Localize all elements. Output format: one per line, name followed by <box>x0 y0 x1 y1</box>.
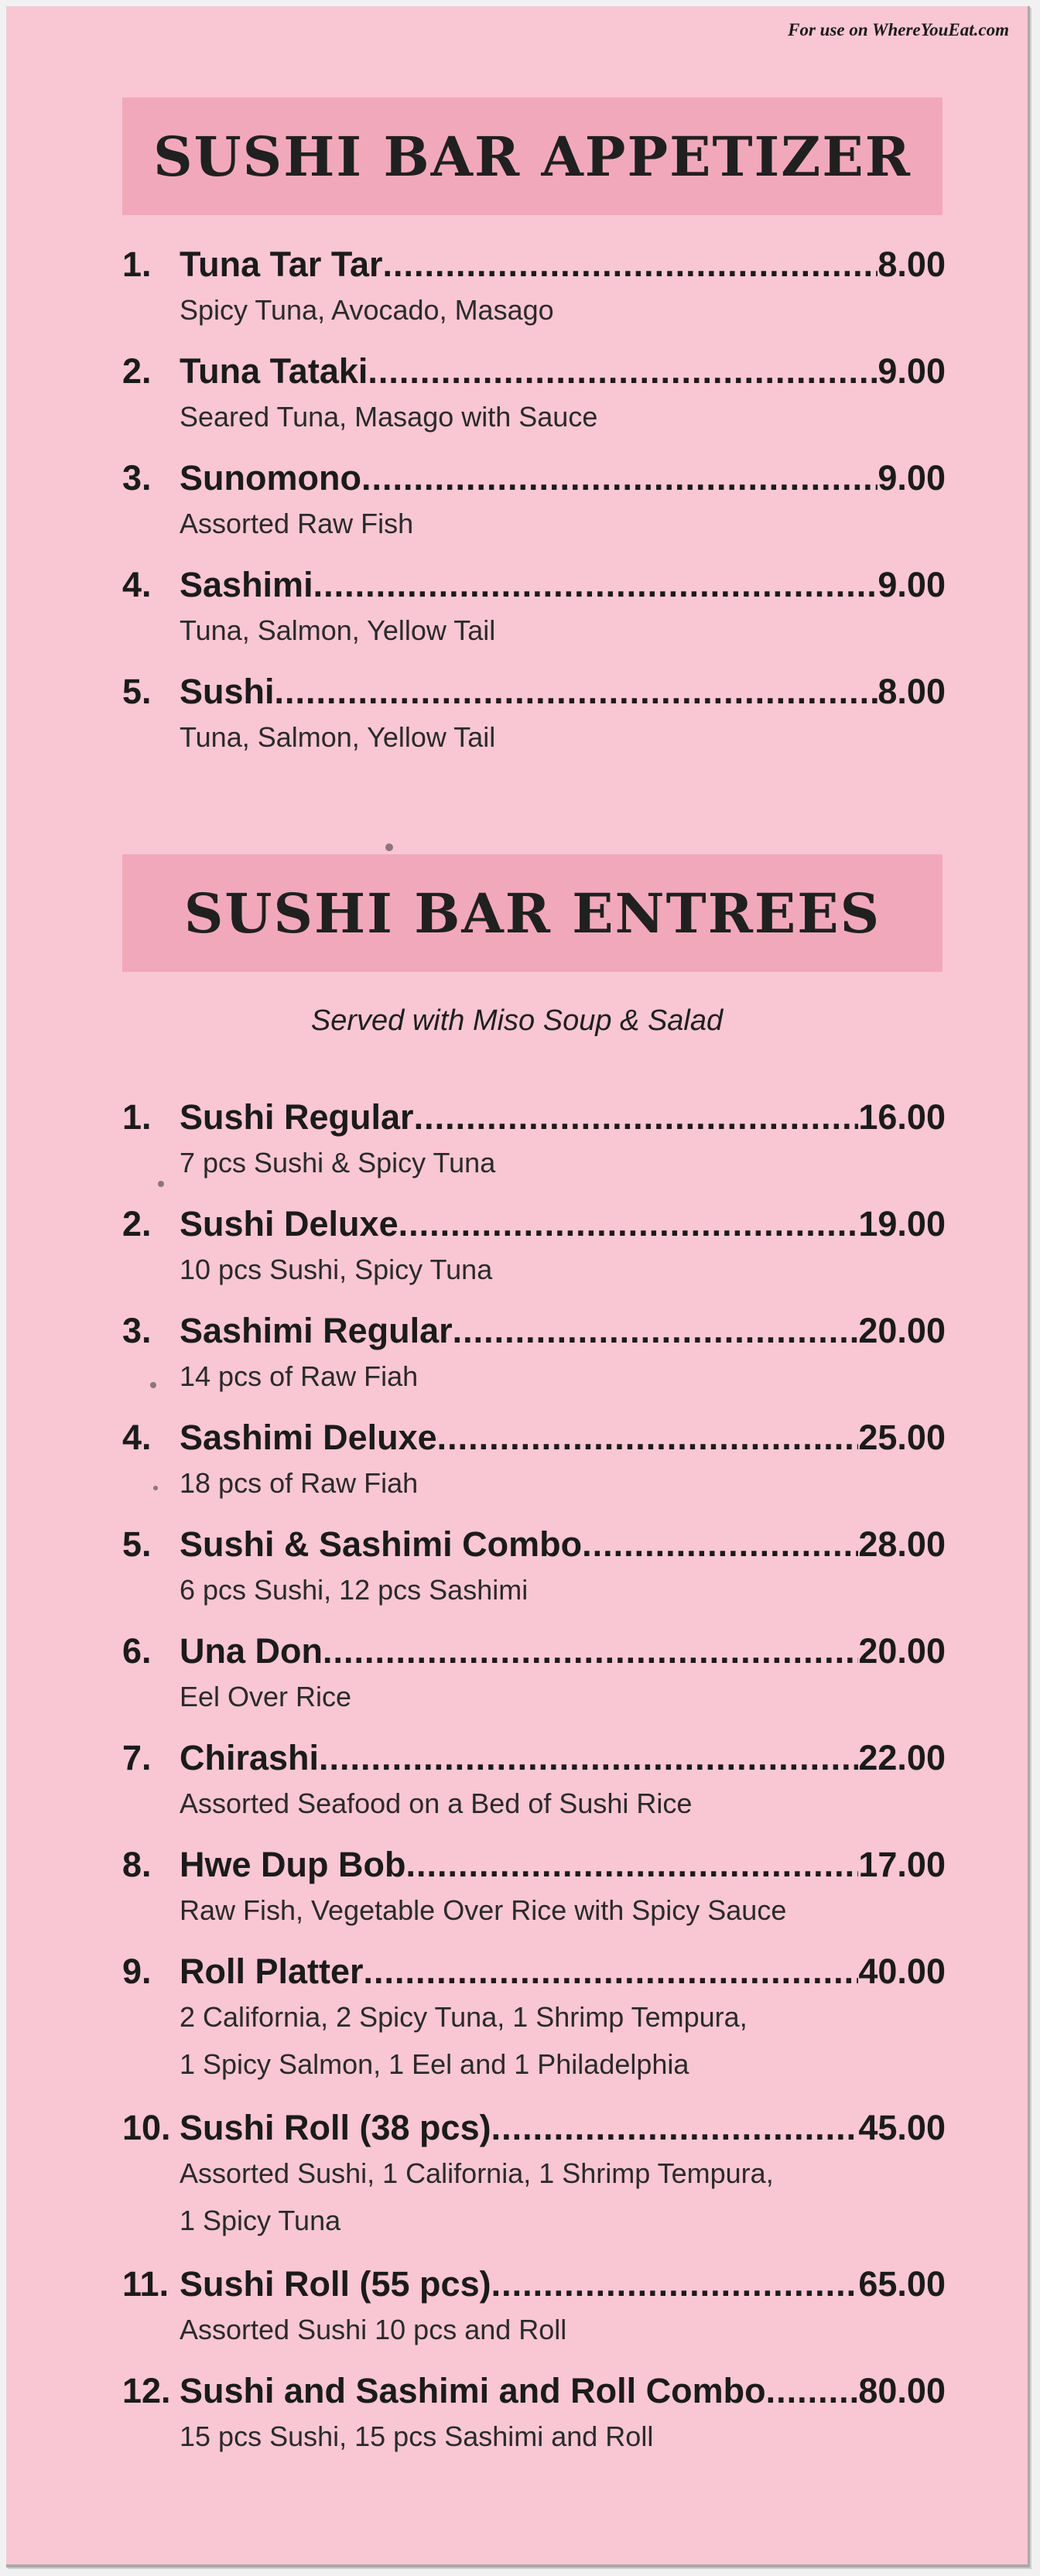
item-name: Roll Platter <box>180 1952 364 1991</box>
item-body <box>180 1630 946 1720</box>
entrees-title: SUSHI BAR ENTREES <box>183 881 881 946</box>
menu-item <box>122 1416 946 1523</box>
item-body <box>180 457 946 547</box>
item-name: Sashimi Deluxe <box>180 1418 437 1457</box>
item-name: Sushi Roll (55 pcs) <box>180 2264 491 2304</box>
item-line <box>180 1736 946 1780</box>
item-line <box>180 670 946 713</box>
item-price: 16.00 <box>858 1097 946 1137</box>
item-description: 6 pcs Sushi, 12 pcs Sashimi <box>180 1574 529 1606</box>
menu-item <box>122 1202 946 1309</box>
item-price: 25.00 <box>858 1418 946 1457</box>
item-body <box>180 1950 946 2089</box>
item-body <box>180 1843 946 1934</box>
item-body <box>180 1523 946 1613</box>
menu-item <box>122 1523 946 1630</box>
item-line <box>180 350 946 393</box>
item-body <box>180 1096 946 1186</box>
entrees-list <box>122 1096 946 2476</box>
leader-dots <box>491 2106 859 2150</box>
item-price: 65.00 <box>858 2264 946 2304</box>
item-number: 3. <box>122 458 152 498</box>
item-description: Seared Tuna, Masago with Sauce <box>180 401 598 433</box>
item-price: 9.00 <box>878 351 946 391</box>
leader-dots <box>275 670 878 713</box>
item-description: 15 pcs Sushi, 15 pcs Sashimi and Roll <box>180 2420 654 2453</box>
item-number: 12. <box>122 2371 171 2410</box>
menu-item <box>122 563 946 670</box>
leader-dots <box>437 1416 859 1459</box>
item-price: 20.00 <box>858 1631 946 1671</box>
menu-item <box>122 1950 946 2106</box>
item-price: 28.00 <box>858 1524 946 1564</box>
item-description: 18 pcs of Raw Fiah <box>180 1467 419 1500</box>
item-price: 20.00 <box>858 1311 946 1350</box>
item-price: 22.00 <box>858 1738 946 1777</box>
leader-dots <box>368 350 878 393</box>
leader-dots <box>491 2263 859 2306</box>
leader-dots <box>453 1309 859 1353</box>
item-description: Assorted Sushi 10 pcs and Roll <box>180 2314 567 2346</box>
menu-item <box>122 350 946 457</box>
item-line <box>180 1309 946 1353</box>
appetizer-banner <box>122 97 942 215</box>
leader-dots <box>319 1736 858 1780</box>
item-description: Assorted Sushi, 1 California, 1 Shrimp Tempura, <box>180 2157 774 2190</box>
menu-item <box>122 1630 946 1736</box>
item-number: 2. <box>122 351 152 391</box>
item-body <box>180 243 946 334</box>
menu-item <box>122 243 946 350</box>
item-number: 9. <box>122 1952 152 1991</box>
item-description: Raw Fish, Vegetable Over Rice with Spicy Sauce <box>180 1894 787 1927</box>
print-speck <box>150 1382 156 1388</box>
item-body <box>180 2263 946 2353</box>
item-price: 80.00 <box>858 2371 946 2410</box>
item-body <box>180 670 946 761</box>
leader-dots <box>399 1202 859 1246</box>
leader-dots <box>313 563 878 607</box>
item-name: Sushi & Sashimi Combo <box>180 1524 583 1564</box>
item-number: 5. <box>122 672 152 711</box>
item-name: Tuna Tataki <box>180 351 368 391</box>
item-description: Tuna, Salmon, Yellow Tail <box>180 614 496 647</box>
menu-item <box>122 1309 946 1416</box>
entrees-subtitle: Served with Miso Soup & Salad <box>310 1004 724 1037</box>
item-name: Sushi Regular <box>180 1097 414 1137</box>
leader-dots <box>414 1096 859 1139</box>
item-body <box>180 1309 946 1400</box>
item-number: 1. <box>122 245 152 284</box>
item-line <box>180 1843 946 1887</box>
item-name: Sushi Roll (38 pcs) <box>180 2108 491 2147</box>
item-body <box>180 1736 946 1827</box>
appetizer-list <box>122 243 946 777</box>
item-line <box>180 1630 946 1673</box>
item-number: 4. <box>122 565 152 604</box>
item-number: 7. <box>122 1738 152 1777</box>
item-line <box>180 2263 946 2306</box>
leader-dots <box>383 243 878 286</box>
item-name: Sunomono <box>180 458 361 498</box>
item-price: 8.00 <box>878 672 946 711</box>
print-speck <box>153 1486 158 1490</box>
menu-page <box>6 6 1030 2567</box>
leader-dots <box>364 1950 859 1993</box>
leader-dots <box>405 1843 858 1887</box>
item-description: Spicy Tuna, Avocado, Masago <box>180 294 554 327</box>
item-description: Assorted Seafood on a Bed of Sushi Rice <box>180 1787 693 1820</box>
item-line <box>180 243 946 286</box>
leader-dots <box>582 1523 858 1566</box>
item-line <box>180 1416 946 1459</box>
item-name: Hwe Dup Bob <box>180 1845 406 1884</box>
item-body <box>180 1202 946 1293</box>
item-number: 2. <box>122 1204 152 1244</box>
item-number: 10. <box>122 2108 171 2147</box>
item-price: 45.00 <box>858 2108 946 2147</box>
item-body <box>180 563 946 654</box>
watermark: For use on WhereYouEat.com <box>788 20 1009 39</box>
item-line <box>180 2369 946 2413</box>
item-line <box>180 1950 946 1993</box>
item-description: Tuna, Salmon, Yellow Tail <box>180 721 496 754</box>
item-name: Sashimi <box>180 565 313 604</box>
item-name: Chirashi <box>180 1738 320 1777</box>
menu-item <box>122 1736 946 1843</box>
item-number: 6. <box>122 1631 152 1671</box>
print-speck <box>385 843 393 851</box>
item-line <box>180 1202 946 1246</box>
menu-item <box>122 1843 946 1950</box>
leader-dots <box>766 2369 859 2413</box>
item-number: 11. <box>122 2264 169 2304</box>
item-name: Sashimi Regular <box>180 1311 453 1350</box>
item-line <box>180 1523 946 1566</box>
item-number: 5. <box>122 1524 152 1564</box>
item-body <box>180 1416 946 1507</box>
item-description: Assorted Raw Fish <box>180 508 414 540</box>
item-name: Sushi and Sashimi and Roll Combo <box>180 2371 766 2410</box>
item-price: 9.00 <box>878 458 946 498</box>
item-line <box>180 2106 946 2150</box>
item-description: 10 pcs Sushi, Spicy Tuna <box>180 1254 493 1286</box>
item-description: 7 pcs Sushi & Spicy Tuna <box>180 1147 496 1179</box>
item-description-line2: 1 Spicy Salmon, 1 Eel and 1 Philadelphia <box>180 2048 689 2081</box>
item-description: 2 California, 2 Spicy Tuna, 1 Shrimp Tempura, <box>180 2001 748 2034</box>
menu-item <box>122 670 946 777</box>
item-price: 19.00 <box>858 1204 946 1244</box>
leader-dots <box>323 1630 858 1673</box>
menu-item <box>122 2263 946 2369</box>
item-body <box>180 2106 946 2245</box>
menu-item <box>122 1096 946 1202</box>
entrees-banner <box>122 854 942 972</box>
item-name: Una Don <box>180 1631 323 1671</box>
menu-item <box>122 2369 946 2476</box>
item-name: Tuna Tar Tar <box>180 245 383 284</box>
item-body <box>180 350 946 440</box>
item-body <box>180 2369 946 2460</box>
menu-item <box>122 457 946 563</box>
item-number: 3. <box>122 1311 152 1350</box>
print-speck <box>158 1181 164 1187</box>
item-description-line2: 1 Spicy Tuna <box>180 2205 341 2237</box>
item-number: 4. <box>122 1418 152 1457</box>
item-price: 17.00 <box>858 1845 946 1884</box>
item-name: Sushi <box>180 672 275 711</box>
appetizer-title: SUSHI BAR APPETIZER <box>153 124 912 189</box>
item-name: Sushi Deluxe <box>180 1204 399 1244</box>
item-line <box>180 457 946 500</box>
item-number: 8. <box>122 1845 152 1884</box>
item-line <box>180 563 946 607</box>
item-number: 1. <box>122 1097 152 1137</box>
leader-dots <box>361 457 878 500</box>
item-price: 9.00 <box>878 565 946 604</box>
item-price: 8.00 <box>878 245 946 284</box>
item-line <box>180 1096 946 1139</box>
menu-item <box>122 2106 946 2263</box>
item-description: Eel Over Rice <box>180 1681 352 1713</box>
item-description: 14 pcs of Raw Fiah <box>180 1360 419 1393</box>
item-price: 40.00 <box>858 1952 946 1991</box>
